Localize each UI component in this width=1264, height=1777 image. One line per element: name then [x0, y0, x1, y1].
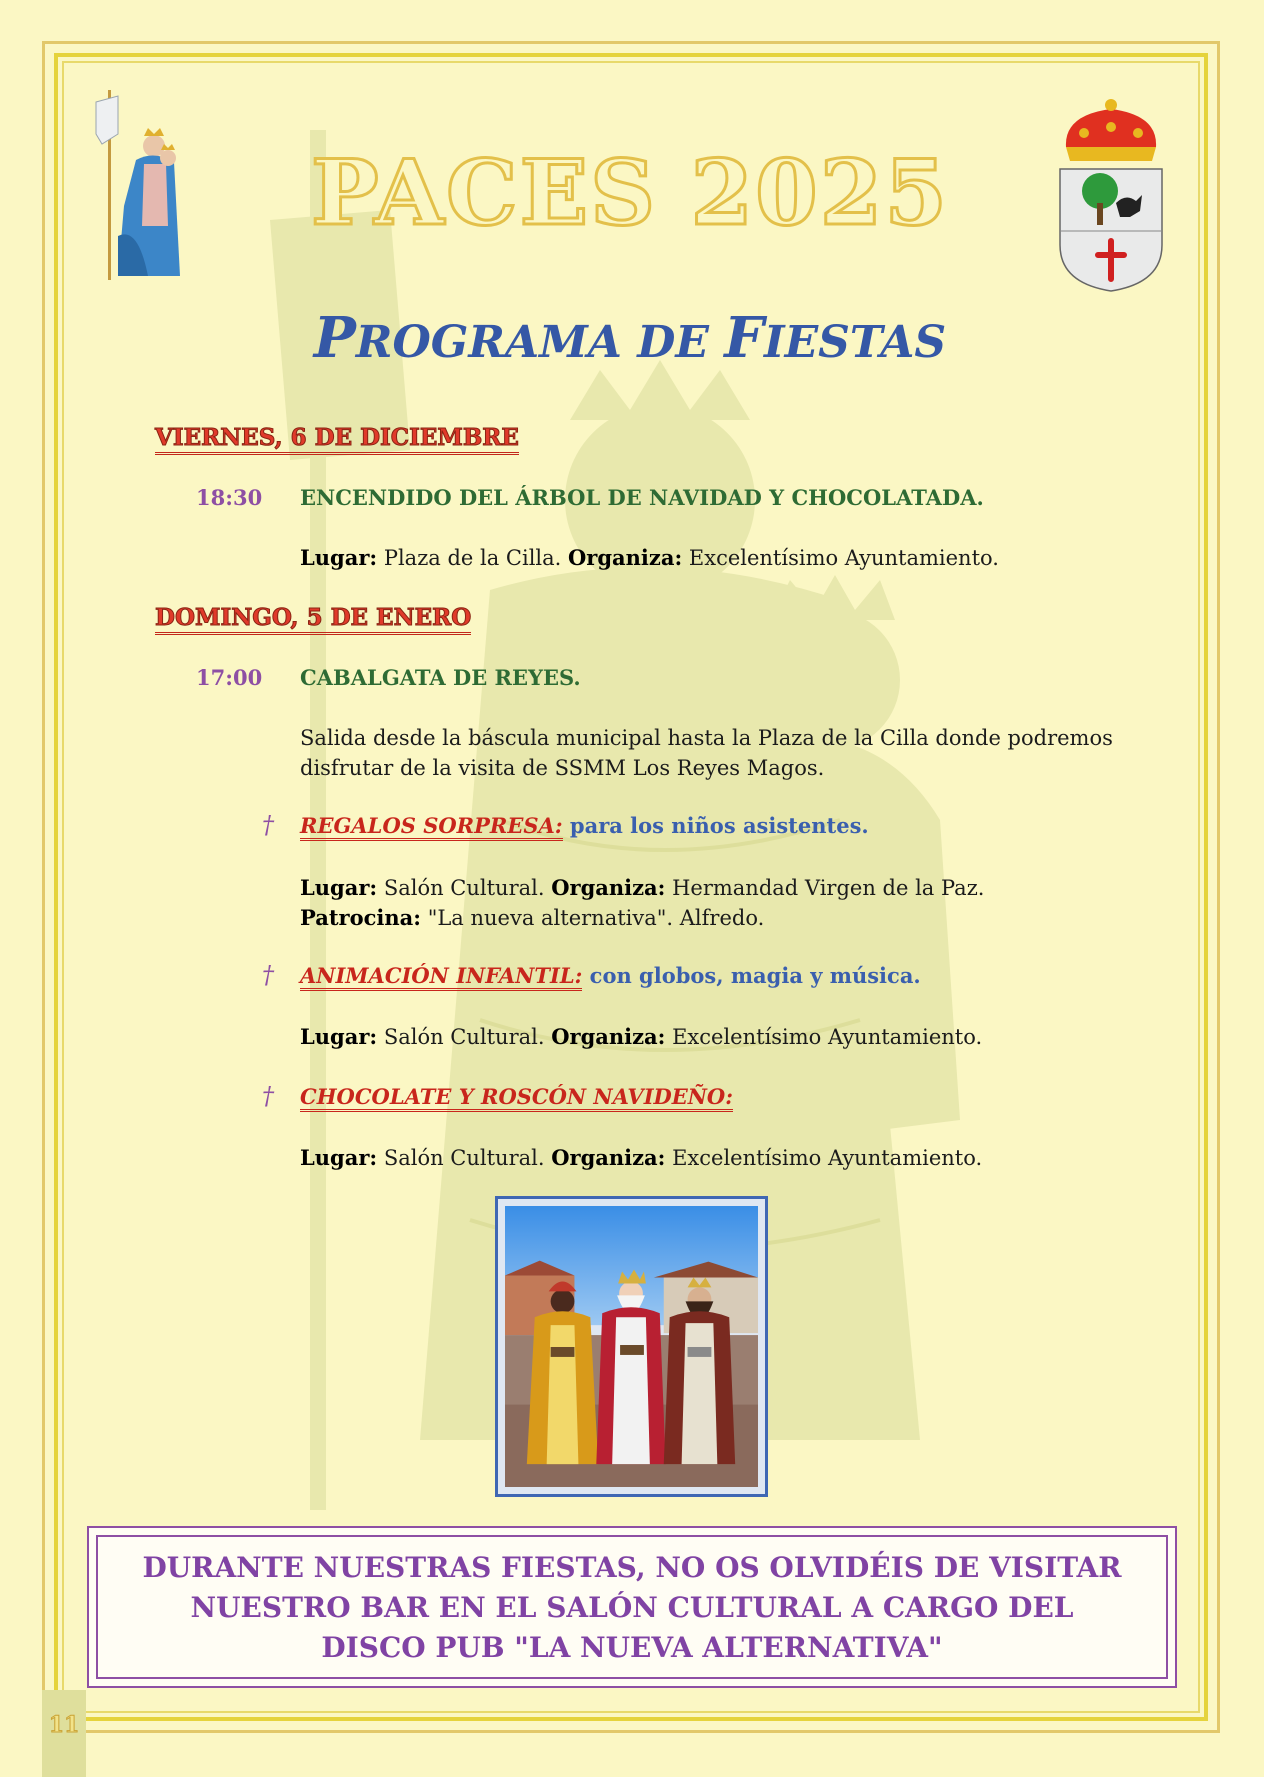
activity-name: CHOCOLATE Y ROSCÓN NAVIDEÑO:	[300, 1084, 733, 1112]
detail-line	[300, 873, 1130, 903]
activity-name: REGALOS SORPRESA:	[300, 813, 563, 841]
organiza-value: Excelentísimo Ayuntamiento.	[688, 546, 999, 570]
activity-desc: para los niños asistentes.	[562, 813, 869, 838]
lugar-label: Lugar:	[300, 875, 378, 900]
organiza-label: Organiza:	[551, 875, 666, 900]
bar-notice-banner	[87, 1526, 1177, 1688]
activity-details	[300, 1022, 1130, 1052]
virgin-statue-image	[88, 86, 192, 282]
event-time: 17:00	[196, 665, 263, 690]
coat-of-arms-image	[1054, 95, 1168, 295]
activity-name: ANIMACIÓN INFANTIL:	[300, 963, 582, 991]
day-heading-domingo: DOMINGO, 5 DE ENERO	[155, 604, 471, 635]
organiza-value: Excelentísimo Ayuntamiento.	[672, 1146, 983, 1170]
organiza-value: Excelentísimo Ayuntamiento.	[672, 1025, 983, 1049]
lugar-value: Plaza de la Cilla.	[383, 546, 562, 570]
lugar-value: Salón Cultural.	[383, 1146, 545, 1170]
event-location	[300, 543, 1130, 573]
page-subtitle	[250, 305, 1010, 371]
lugar-value: Salón Cultural.	[383, 876, 545, 900]
organiza-label: Organiza:	[551, 1145, 666, 1170]
lugar-label: Lugar:	[300, 1024, 378, 1049]
cross-bullet-icon: †	[262, 1082, 274, 1110]
organiza-label: Organiza:	[568, 545, 683, 570]
subtitle-part-2: IESTAS	[764, 317, 947, 368]
page-title: PACES 2025	[310, 140, 949, 246]
organiza-label: Organiza:	[551, 1024, 666, 1049]
cross-bullet-icon: †	[262, 961, 274, 989]
banner-line: NUESTRO BAR EN EL SALÓN CULTURAL A CARGO DEL	[190, 1591, 1074, 1624]
description-line: disfrutar de la visita de SSMM Los Reyes Magos.	[300, 756, 825, 780]
event-description	[300, 723, 1130, 783]
organiza-value: Hermandad Virgen de la Paz.	[672, 876, 985, 900]
activity-heading	[300, 1084, 733, 1109]
lugar-label: Lugar:	[300, 1145, 378, 1170]
event-title: CABALGATA DE REYES.	[300, 665, 581, 690]
subtitle-initial-f: F	[724, 305, 765, 371]
patrocina-value: "La nueva alternativa". Alfredo.	[427, 906, 765, 930]
activity-heading	[300, 963, 921, 988]
lugar-label: Lugar:	[300, 545, 378, 570]
subtitle-part-1: ROGRAMA DE	[355, 317, 725, 368]
banner-text	[89, 1548, 1175, 1668]
event-time: 18:30	[196, 485, 263, 510]
banner-line: DISCO PUB "LA NUEVA ALTERNATIVA"	[321, 1631, 943, 1664]
activity-details	[300, 873, 1130, 933]
day-heading-viernes: VIERNES, 6 DE DICIEMBRE	[155, 424, 519, 455]
banner-line: DURANTE NUESTRAS FIESTAS, NO OS OLVIDÉIS DE VISITAR	[142, 1551, 1122, 1584]
page-number: 11	[48, 1712, 80, 1738]
three-kings-photo	[495, 1196, 768, 1497]
patrocina-label: Patrocina:	[300, 905, 421, 930]
activity-details	[300, 1143, 1130, 1173]
lugar-value: Salón Cultural.	[383, 1025, 545, 1049]
activity-desc: con globos, magia y música.	[582, 963, 921, 988]
detail-line	[300, 903, 1130, 933]
description-line: Salida desde la báscula municipal hasta la Plaza de la Cilla donde podremos	[300, 726, 1113, 750]
activity-heading	[300, 813, 869, 838]
event-title: ENCENDIDO DEL ÁRBOL DE NAVIDAD Y CHOCOLATADA.	[300, 485, 984, 510]
cross-bullet-icon: †	[262, 811, 274, 839]
subtitle-initial-p: P	[313, 305, 356, 371]
